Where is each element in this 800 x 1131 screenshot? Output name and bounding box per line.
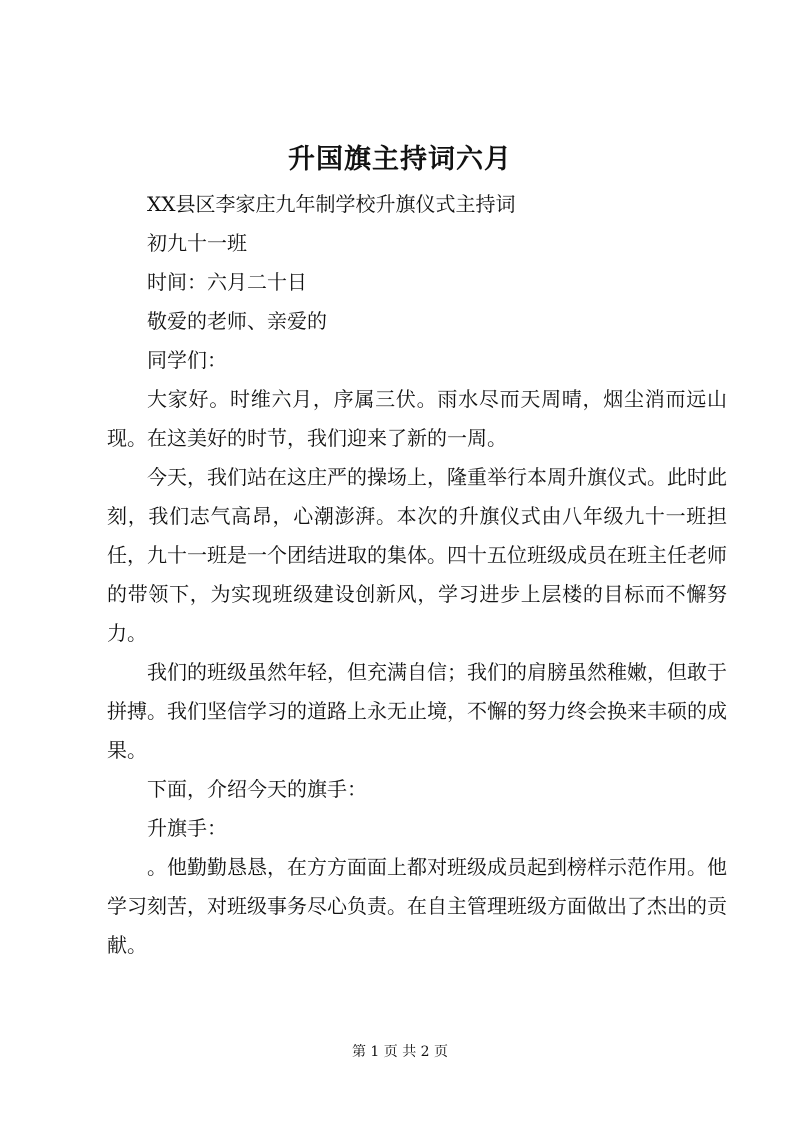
paragraph-flag-raiser-description: 。他勤勤恳恳，在方方面面上都对班级成员起到榜样示范作用。他学习刻苦，对班级事务尽心负责。在自主管理班级方面做出了杰出的贡献。: [107, 855, 727, 957]
document-title: 升国旗主持词六月: [288, 144, 512, 175]
paragraph-introduction: 下面，介绍今天的旗手：: [147, 777, 367, 801]
paragraph-flag-raiser: 升旗手：: [147, 816, 227, 840]
paragraph-date: 时间：六月二十日: [147, 270, 307, 294]
paragraph-class: 初九十一班: [147, 231, 247, 255]
paragraph-greeting-teachers: 敬爱的老师、亲爱的: [147, 309, 327, 333]
paragraph-greeting-students: 同学们：: [147, 348, 227, 372]
paragraph-opening: 大家好。时维六月，序属三伏。雨水尽而天周晴，烟尘消而远山现。在这美好的时节，我们迎来了新的一周。: [107, 387, 727, 450]
paragraph-class-spirit: 我们的班级虽然年轻，但充满自信；我们的肩膀虽然稚嫩，但敢于拼搏。我们坚信学习的道路上永无止境，不懈的努力终会换来丰硕的成果。: [107, 660, 727, 762]
paragraph-school-heading: XX县区李家庄九年制学校升旗仪式主持词: [147, 192, 516, 216]
page-number-footer: 第 1 页 共 2 页: [351, 1044, 449, 1060]
document-body: [107, 185, 727, 965]
paragraph-ceremony: 今天，我们站在这庄严的操场上，隆重举行本周升旗仪式。此时此刻，我们志气高昂，心潮澎湃。本次的升旗仪式由八年级九十一班担任，九十一班是一个团结进取的集体。四十五位班级成员在班主任老师的带领下，为实现班级建设创新风，学习进步上层楼的目标而不懈努力。: [107, 465, 727, 645]
